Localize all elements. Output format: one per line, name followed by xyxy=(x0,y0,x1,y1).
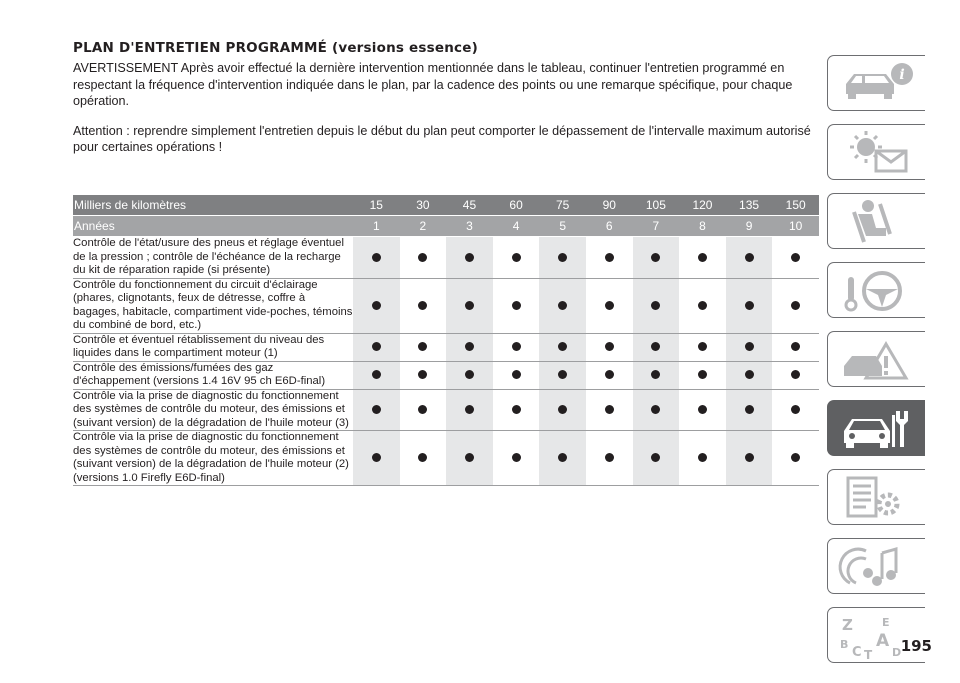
interval-cell xyxy=(446,389,493,431)
service-dot-icon xyxy=(651,405,660,414)
service-dot-icon xyxy=(418,301,427,310)
km-header-cell: 120 xyxy=(679,195,726,216)
interval-cell xyxy=(633,389,680,431)
km-header-cell: 135 xyxy=(726,195,773,216)
index-letter: E xyxy=(882,616,890,629)
interval-cell xyxy=(586,237,633,279)
operation-description: Contrôle des émissions/fumées des gaz d'échappement (versions 1.4 16V 95 ch E6D-final) xyxy=(73,361,353,389)
interval-cell xyxy=(633,361,680,389)
interval-cell xyxy=(493,431,540,486)
service-dot-icon xyxy=(372,405,381,414)
service-dot-icon xyxy=(745,301,754,310)
service-dot-icon xyxy=(558,405,567,414)
year-header-cell: 1 xyxy=(353,216,400,237)
multimedia-icon xyxy=(836,543,920,591)
year-header-cell: 3 xyxy=(446,216,493,237)
interval-cell xyxy=(586,389,633,431)
interval-cell xyxy=(679,237,726,279)
service-dot-icon xyxy=(372,301,381,310)
service-dot-icon xyxy=(791,253,800,262)
interval-cell xyxy=(446,361,493,389)
service-dot-icon xyxy=(372,370,381,379)
service-dot-icon xyxy=(791,301,800,310)
service-dot-icon xyxy=(558,301,567,310)
interval-cell xyxy=(400,431,447,486)
km-header-cell: 105 xyxy=(633,195,680,216)
interval-cell xyxy=(400,237,447,279)
service-dot-icon xyxy=(372,253,381,262)
service-dot-icon xyxy=(512,342,521,351)
service-dot-icon xyxy=(605,342,614,351)
service-dot-icon xyxy=(745,405,754,414)
table-row xyxy=(73,389,819,431)
interval-cell xyxy=(586,333,633,361)
service-dot-icon xyxy=(465,370,474,379)
operation-description: Contrôle via la prise de diagnostic du fonctionnement des systèmes de contrôle du moteur, des émissions et (suivant version) de la dégradation de l'huile moteur (3) xyxy=(73,389,353,431)
main-content xyxy=(73,40,818,156)
years-header-label: Années xyxy=(73,216,353,237)
interval-cell xyxy=(772,333,819,361)
km-header-row xyxy=(73,195,819,216)
interval-cell xyxy=(586,278,633,333)
car-maintenance-wrench-icon xyxy=(836,405,920,453)
service-dot-icon xyxy=(558,253,567,262)
service-dot-icon xyxy=(698,405,707,414)
service-dot-icon xyxy=(651,301,660,310)
operation-description: Contrôle via la prise de diagnostic du fonctionnement des systèmes de contrôle du moteur, des émissions et (suivant version) de la dégradation de l'huile moteur (2) (versions 1.0 Firefly E6D-final) xyxy=(73,431,353,486)
interval-cell xyxy=(633,333,680,361)
interval-cell xyxy=(493,237,540,279)
interval-cell xyxy=(633,278,680,333)
interval-cell xyxy=(539,333,586,361)
km-header-cell: 45 xyxy=(446,195,493,216)
service-dot-icon xyxy=(465,453,474,462)
service-dot-icon xyxy=(651,370,660,379)
service-dot-icon xyxy=(512,453,521,462)
service-dot-icon xyxy=(465,301,474,310)
interval-cell xyxy=(726,431,773,486)
service-dot-icon xyxy=(605,405,614,414)
interval-cell xyxy=(772,389,819,431)
interval-cell xyxy=(400,361,447,389)
interval-cell xyxy=(539,361,586,389)
interval-cell xyxy=(446,237,493,279)
km-header-cell: 150 xyxy=(772,195,819,216)
index-letter: B xyxy=(840,638,849,651)
seat-safety-icon xyxy=(836,198,920,246)
year-header-cell: 2 xyxy=(400,216,447,237)
table-row xyxy=(73,431,819,486)
interval-cell xyxy=(353,389,400,431)
interval-cell xyxy=(539,278,586,333)
interval-cell xyxy=(772,361,819,389)
year-header-cell: 10 xyxy=(772,216,819,237)
index-letter: C xyxy=(852,645,862,660)
attention-paragraph: Attention : reprendre simplement l'entretien depuis le début du plan peut comporter le dépassement de l'intervalle maximum autorisé pour certaines opérations ! xyxy=(73,123,811,154)
interval-cell xyxy=(633,431,680,486)
service-dot-icon xyxy=(372,453,381,462)
service-dot-icon xyxy=(791,370,800,379)
index-letter: T xyxy=(864,648,873,660)
service-dot-icon xyxy=(745,370,754,379)
service-dot-icon xyxy=(698,370,707,379)
service-dot-icon xyxy=(605,453,614,462)
operation-description: Contrôle et éventuel rétablissement du niveau des liquides dans le compartiment moteur (1) xyxy=(73,333,353,361)
service-dot-icon xyxy=(558,453,567,462)
table-row xyxy=(73,237,819,279)
interval-cell xyxy=(772,431,819,486)
operation-description: Contrôle du fonctionnement du circuit d'éclairage (phares, clignotants, feux de détresse, coffre à bagages, habitacle, compartiment vide-poches, témoins du combiné de bord, etc.) xyxy=(73,278,353,331)
service-dot-icon xyxy=(745,253,754,262)
interval-cell xyxy=(353,237,400,279)
service-dot-icon xyxy=(605,253,614,262)
service-dot-icon xyxy=(512,370,521,379)
year-header-cell: 9 xyxy=(726,216,773,237)
interval-cell xyxy=(353,431,400,486)
service-dot-icon xyxy=(558,342,567,351)
index-letter: Z xyxy=(842,616,853,634)
car-info-icon xyxy=(836,60,920,108)
interval-cell xyxy=(493,333,540,361)
table-row xyxy=(73,361,819,389)
service-dot-icon xyxy=(651,253,660,262)
interval-cell xyxy=(446,431,493,486)
interval-cell xyxy=(493,361,540,389)
year-header-cell: 4 xyxy=(493,216,540,237)
year-header-cell: 5 xyxy=(539,216,586,237)
km-header-cell: 60 xyxy=(493,195,540,216)
index-letter: A xyxy=(876,631,890,651)
operation-description: Contrôle de l'état/usure des pneus et réglage éventuel de la pression ; contrôle de l'échéance de la recharge du kit de réparation rapide (si présente) xyxy=(73,237,353,279)
service-dot-icon xyxy=(418,370,427,379)
service-dot-icon xyxy=(651,453,660,462)
interval-cell xyxy=(353,278,400,333)
service-dot-icon xyxy=(745,453,754,462)
km-header-cell: 75 xyxy=(539,195,586,216)
interval-cell xyxy=(726,389,773,431)
interval-cell xyxy=(726,278,773,333)
interval-cell xyxy=(446,278,493,333)
emergency-icon xyxy=(836,336,920,384)
maintenance-table xyxy=(73,195,819,486)
tab-emergency[interactable] xyxy=(827,331,925,387)
km-header-cell: 30 xyxy=(400,195,447,216)
table-row xyxy=(73,333,819,361)
service-dot-icon xyxy=(698,301,707,310)
interval-cell xyxy=(400,333,447,361)
interval-cell xyxy=(726,237,773,279)
service-dot-icon xyxy=(791,453,800,462)
interval-cell xyxy=(772,237,819,279)
service-dot-icon xyxy=(465,342,474,351)
interval-cell xyxy=(400,278,447,333)
interval-cell xyxy=(726,361,773,389)
interval-cell xyxy=(400,389,447,431)
interval-cell xyxy=(679,389,726,431)
service-dot-icon xyxy=(512,405,521,414)
service-dot-icon xyxy=(512,301,521,310)
interval-cell xyxy=(493,278,540,333)
tab-specifications[interactable] xyxy=(827,469,925,525)
service-dot-icon xyxy=(372,342,381,351)
table-row xyxy=(73,278,819,333)
tab-starting-driving[interactable] xyxy=(827,262,925,318)
tab-safety[interactable] xyxy=(827,193,925,249)
tab-maintenance[interactable] xyxy=(827,400,925,456)
km-header-cell: 15 xyxy=(353,195,400,216)
service-dot-icon xyxy=(418,342,427,351)
specifications-gear-icon xyxy=(836,474,920,522)
tab-multimedia[interactable] xyxy=(827,538,925,594)
service-dot-icon xyxy=(651,342,660,351)
service-dot-icon xyxy=(791,405,800,414)
warning-lights-message-icon xyxy=(836,129,920,177)
service-dot-icon xyxy=(605,301,614,310)
years-header-row xyxy=(73,216,819,237)
service-dot-icon xyxy=(698,453,707,462)
warning-paragraph: AVERTISSEMENT Après avoir effectué la dernière intervention mentionnée dans le tableau, continuer l'entretien programmé en respectant la fréquence d'intervention indiquée dans le plan, par la cadence des points ou une remarque spécifique, pour chaque opération. xyxy=(73,61,793,108)
interval-cell xyxy=(353,333,400,361)
interval-cell xyxy=(633,237,680,279)
km-header-label: Milliers de kilomètres xyxy=(73,195,353,216)
interval-cell xyxy=(679,278,726,333)
year-header-cell: 6 xyxy=(586,216,633,237)
maintenance-rows xyxy=(73,237,819,486)
interval-cell xyxy=(539,431,586,486)
service-dot-icon xyxy=(605,370,614,379)
service-dot-icon xyxy=(698,342,707,351)
interval-cell xyxy=(353,361,400,389)
interval-cell xyxy=(493,389,540,431)
year-header-cell: 7 xyxy=(633,216,680,237)
service-dot-icon xyxy=(745,342,754,351)
service-dot-icon xyxy=(512,253,521,262)
tab-warning-lights[interactable] xyxy=(827,124,925,180)
interval-cell xyxy=(679,431,726,486)
year-header-cell: 8 xyxy=(679,216,726,237)
service-dot-icon xyxy=(465,253,474,262)
interval-cell xyxy=(539,389,586,431)
service-dot-icon xyxy=(418,453,427,462)
service-dot-icon xyxy=(558,370,567,379)
service-dot-icon xyxy=(791,342,800,351)
svg-text:i: i xyxy=(899,67,905,83)
interval-cell xyxy=(586,361,633,389)
service-dot-icon xyxy=(418,405,427,414)
interval-cell xyxy=(679,333,726,361)
km-header-cell: 90 xyxy=(586,195,633,216)
interval-cell xyxy=(539,237,586,279)
index-letter: D xyxy=(892,646,902,659)
service-dot-icon xyxy=(465,405,474,414)
interval-cell xyxy=(586,431,633,486)
tab-car-info[interactable] xyxy=(827,55,925,111)
page-title: PLAN D'ENTRETIEN PROGRAMMÉ (versions essence) xyxy=(73,40,478,56)
steering-key-icon xyxy=(836,267,920,315)
service-dot-icon xyxy=(698,253,707,262)
service-dot-icon xyxy=(418,253,427,262)
page-number: 195 xyxy=(900,637,932,655)
interval-cell xyxy=(726,333,773,361)
interval-cell xyxy=(679,361,726,389)
interval-cell xyxy=(772,278,819,333)
interval-cell xyxy=(446,333,493,361)
